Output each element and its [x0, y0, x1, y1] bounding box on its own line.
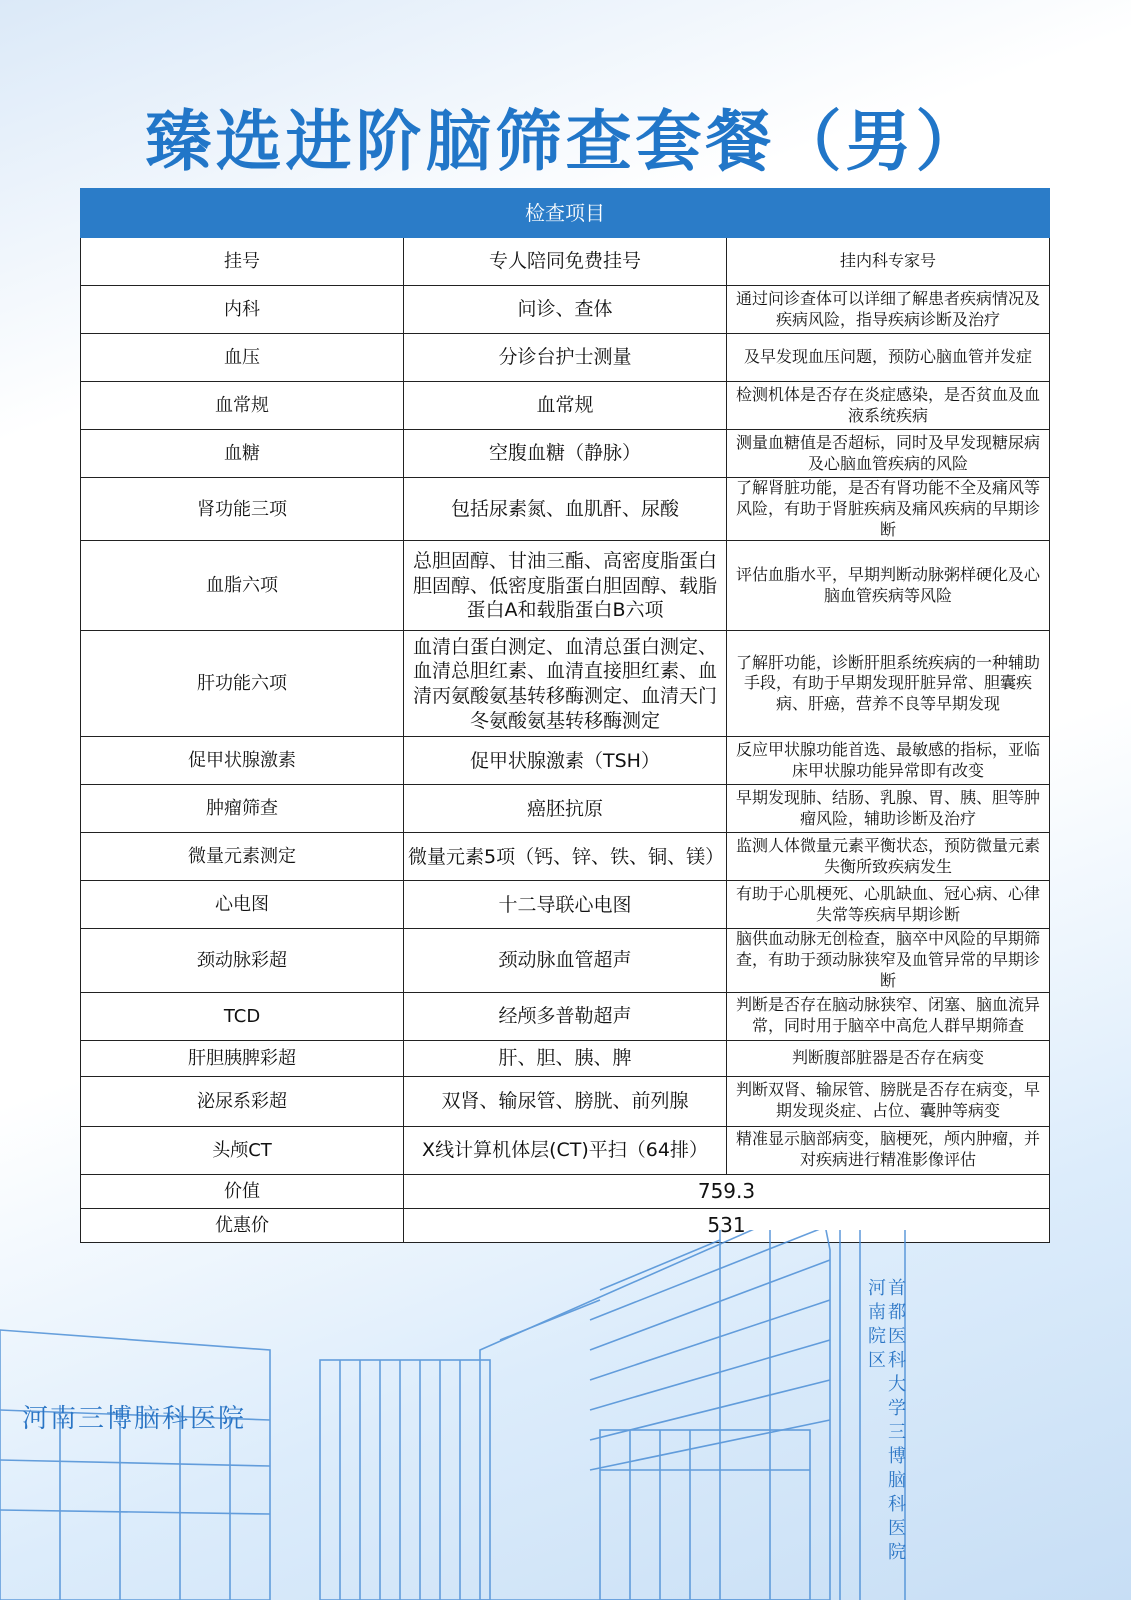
value-row — [81, 1174, 1050, 1208]
value-row-amount: 759.3 — [404, 1174, 1050, 1208]
content-cell: 空腹血糖（静脉） — [404, 430, 727, 478]
exam-table — [80, 188, 1050, 1243]
item-cell: 微量元素测定 — [81, 833, 404, 881]
value-row-label: 价值 — [81, 1174, 404, 1208]
item-cell: 头颅CT — [81, 1126, 404, 1174]
table-row — [81, 737, 1050, 785]
hospital-name-left: 河南三博脑科医院 — [22, 1404, 247, 1434]
content-cell: 癌胚抗原 — [404, 785, 727, 833]
campus-name-vertical: 河南院区 — [865, 1278, 886, 1374]
table-row — [81, 1076, 1050, 1126]
description-cell: 检测机体是否存在炎症感染，是否贫血及血液系统疾病 — [727, 382, 1050, 430]
content-cell: 微量元素5项（钙、锌、铁、铜、镁） — [404, 833, 727, 881]
content-cell: 专人陪同免费挂号 — [404, 238, 727, 286]
description-cell: 有助于心肌梗死、心肌缺血、冠心病、心律失常等疾病早期诊断 — [727, 881, 1050, 929]
content-cell: 肝、胆、胰、脾 — [404, 1040, 727, 1076]
item-cell: 肾功能三项 — [81, 478, 404, 541]
table-row — [81, 541, 1050, 631]
table-header-row — [81, 189, 1050, 238]
item-cell: 颈动脉彩超 — [81, 929, 404, 992]
table-row — [81, 992, 1050, 1040]
item-cell: 泌尿系彩超 — [81, 1076, 404, 1126]
table-row — [81, 929, 1050, 992]
description-cell: 了解肝功能，诊断肝胆系统疾病的一种辅助手段，有助于早期发现肝脏异常、胆囊疾病、肝癌，营养不良等早期发现 — [727, 631, 1050, 737]
table-row — [81, 334, 1050, 382]
description-cell: 判断是否存在脑动脉狭窄、闭塞、脑血流异常，同时用于脑卒中高危人群早期筛查 — [727, 992, 1050, 1040]
table-row — [81, 478, 1050, 541]
content-cell: 血清白蛋白测定、血清总蛋白测定、血清总胆红素、血清直接胆红素、血清丙氨酸氨基转移酶测定、血清天门冬氨酸氨基转移酶测定 — [404, 631, 727, 737]
item-cell: 肝功能六项 — [81, 631, 404, 737]
table-row — [81, 833, 1050, 881]
item-cell: 肿瘤筛查 — [81, 785, 404, 833]
item-cell: 肝胆胰脾彩超 — [81, 1040, 404, 1076]
item-cell: TCD — [81, 992, 404, 1040]
discount-row-label: 优惠价 — [81, 1208, 404, 1242]
table-row — [81, 631, 1050, 737]
item-cell: 内科 — [81, 286, 404, 334]
content-cell: 分诊台护士测量 — [404, 334, 727, 382]
content-cell: 包括尿素氮、血肌酐、尿酸 — [404, 478, 727, 541]
description-cell: 评估血脂水平，早期判断动脉粥样硬化及心脑血管疾病等风险 — [727, 541, 1050, 631]
content-cell: 问诊、查体 — [404, 286, 727, 334]
hospital-name-vertical: 首都医科大学三博脑科医院 — [885, 1278, 906, 1566]
table-row — [81, 881, 1050, 929]
description-cell: 早期发现肺、结肠、乳腺、胃、胰、胆等肿瘤风险，辅助诊断及治疗 — [727, 785, 1050, 833]
table-row — [81, 430, 1050, 478]
description-cell: 及早发现血压问题，预防心脑血管并发症 — [727, 334, 1050, 382]
content-cell: 双肾、输尿管、膀胱、前列腺 — [404, 1076, 727, 1126]
table-row — [81, 286, 1050, 334]
table-header: 检查项目 — [81, 189, 1050, 238]
table-row — [81, 238, 1050, 286]
item-cell: 血糖 — [81, 430, 404, 478]
content-cell: 血常规 — [404, 382, 727, 430]
description-cell: 监测人体微量元素平衡状态，预防微量元素失衡所致疾病发生 — [727, 833, 1050, 881]
description-cell: 通过问诊查体可以详细了解患者疾病情况及疾病风险，指导疾病诊断及治疗 — [727, 286, 1050, 334]
description-cell: 挂内科专家号 — [727, 238, 1050, 286]
table-row — [81, 1040, 1050, 1076]
description-cell: 判断双肾、输尿管、膀胱是否存在病变，早期发现炎症、占位、囊肿等病变 — [727, 1076, 1050, 1126]
table-row — [81, 1126, 1050, 1174]
content-cell: X线计算机体层(CT)平扫（64排） — [404, 1126, 727, 1174]
item-cell: 血常规 — [81, 382, 404, 430]
content-cell: 促甲状腺激素（TSH） — [404, 737, 727, 785]
description-cell: 脑供血动脉无创检查，脑卒中风险的早期筛查，有助于颈动脉狭窄及血管异常的早期诊断 — [727, 929, 1050, 992]
table-row — [81, 382, 1050, 430]
content-cell: 颈动脉血管超声 — [404, 929, 727, 992]
page-title: 臻选进阶脑筛查套餐（男） — [145, 103, 986, 180]
content-cell: 经颅多普勒超声 — [404, 992, 727, 1040]
description-cell: 反应甲状腺功能首选、最敏感的指标，亚临床甲状腺功能异常即有改变 — [727, 737, 1050, 785]
item-cell: 血压 — [81, 334, 404, 382]
description-cell: 精准显示脑部病变，脑梗死，颅内肿瘤，并对疾病进行精准影像评估 — [727, 1126, 1050, 1174]
description-cell: 测量血糖值是否超标，同时及早发现糖尿病及心脑血管疾病的风险 — [727, 430, 1050, 478]
item-cell: 心电图 — [81, 881, 404, 929]
content-cell: 十二导联心电图 — [404, 881, 727, 929]
table-row — [81, 785, 1050, 833]
item-cell: 促甲状腺激素 — [81, 737, 404, 785]
discount-row-amount: 531 — [404, 1208, 1050, 1242]
description-cell: 了解肾脏功能，是否有肾功能不全及痛风等风险，有助于肾脏疾病及痛风疾病的早期诊断 — [727, 478, 1050, 541]
item-cell: 血脂六项 — [81, 541, 404, 631]
item-cell: 挂号 — [81, 238, 404, 286]
content-cell: 总胆固醇、甘油三酯、高密度脂蛋白胆固醇、低密度脂蛋白胆固醇、载脂蛋白A和载脂蛋白B六项 — [404, 541, 727, 631]
description-cell: 判断腹部脏器是否存在病变 — [727, 1040, 1050, 1076]
